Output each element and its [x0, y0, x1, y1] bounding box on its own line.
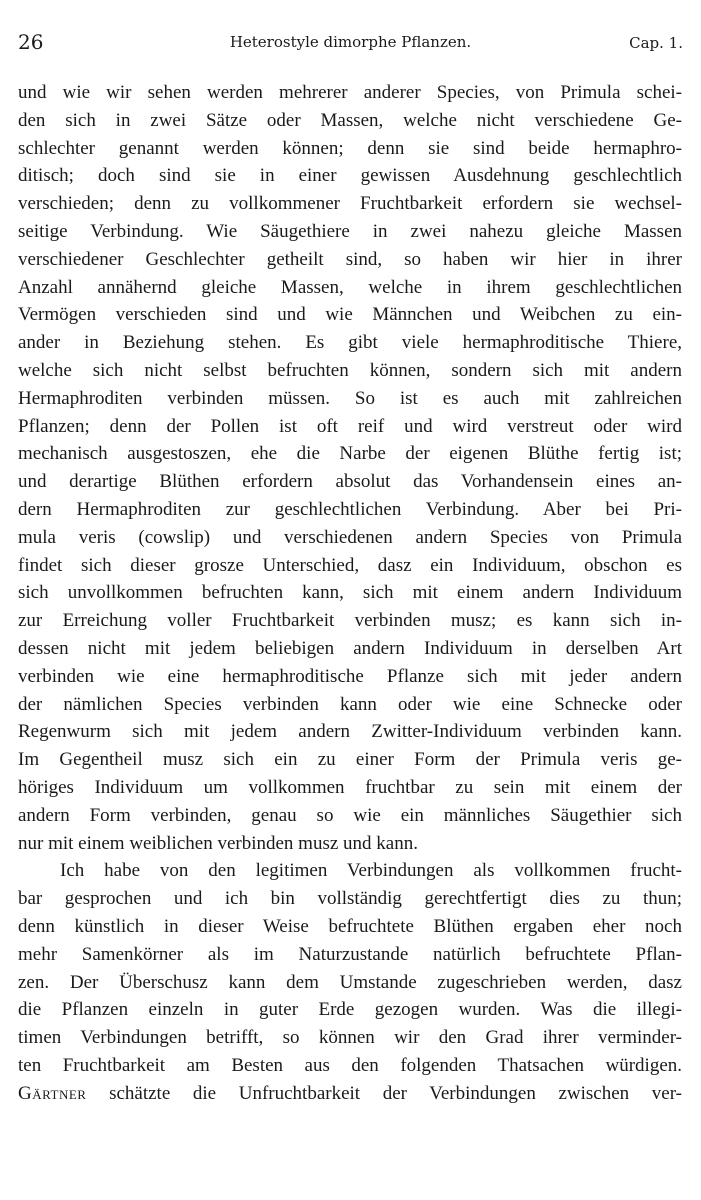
text-line: sich unvollkommen befruchten kann, sich mit einem andern Individuum	[18, 582, 682, 604]
line-continuation: schätzte die Unfruchtbarkeit der Verbindungen zwischen ver-	[86, 1082, 682, 1104]
text-line: dern Hermaphroditen zur geschlechtlichen Verbindung. Aber bei Pri-	[18, 498, 682, 520]
text-line: zur Erreichung voller Fruchtbarkeit verbinden musz; es kann sich in-	[18, 610, 682, 632]
chapter-label: Cap. 1.	[629, 34, 683, 52]
text-line: welche sich nicht selbst befruchten können, sondern sich mit andern	[18, 359, 682, 381]
text-line: ten Fruchtbarkeit am Besten aus den folgenden Thatsachen würdigen.	[18, 1054, 682, 1076]
text-line: verschiedener Geschlechter getheilt sind, so haben wir hier in ihrer	[18, 248, 682, 270]
text-line-with-author	[18, 1080, 682, 1108]
text-line: Regenwurm sich mit jedem andern Zwitter-Individuum verbinden kann.	[18, 721, 682, 743]
text-line: dessen nicht mit jedem beliebigen andern Individuum in derselben Art	[18, 637, 682, 659]
text-line: ditisch; doch sind sie in einer gewissen Ausdehnung geschlechtlich	[18, 165, 682, 187]
text-line: der nämlichen Species verbinden kann oder wie eine Schnecke oder	[18, 693, 682, 715]
text-line: Im Gegentheil musz sich ein zu einer Form der Primula veris ge-	[18, 749, 682, 771]
text-line: ander in Beziehung stehen. Es gibt viele hermaphroditische Thiere,	[18, 332, 682, 354]
text-line: bar gesprochen und ich bin vollständig gerechtfertigt dies zu thun;	[18, 888, 682, 910]
text-line: seitige Verbindung. Wie Säugethiere in zwei nahezu gleiche Massen	[18, 220, 682, 242]
paragraph-end-line: nur mit einem weiblichen verbinden musz und kann.	[18, 832, 418, 854]
text-line: andern Form verbinden, genau so wie ein männliches Säugethier sich	[18, 804, 682, 826]
page-number: 26	[18, 30, 44, 54]
text-line: höriges Individuum um vollkommen fruchtbar zu sein mit einem der	[18, 776, 682, 798]
text-line: und wie wir sehen werden mehrerer anderer Species, von Primula schei-	[18, 82, 682, 103]
author-name: Gärtner	[18, 1082, 87, 1104]
text-line: zen. Der Überschusz kann dem Umstande zugeschrieben werden, dasz	[18, 971, 682, 993]
text-line: und derartige Blüthen erfordern absolut das Vorhandensein eines an-	[18, 471, 682, 493]
text-line: Pflanzen; denn der Pollen ist oft reif und wird verstreut oder wird	[18, 415, 682, 437]
text-line: Hermaphroditen verbinden müssen. So ist es auch mit zahlreichen	[18, 387, 682, 409]
text-line: verbinden wie eine hermaphroditische Pflanze sich mit jeder andern	[18, 665, 682, 687]
text-line: mechanisch ausgestoszen, ehe die Narbe der eigenen Blüthe fertig ist;	[18, 443, 682, 465]
text-line: den sich in zwei Sätze oder Massen, welche nicht verschiedene Ge-	[18, 109, 682, 131]
paragraph-start-line: Ich habe von den legitimen Verbindungen als vollkommen frucht-	[60, 860, 682, 882]
running-title: Heterostyle dimorphe Pflanzen.	[229, 33, 472, 51]
text-line: schlechter genannt werden können; denn sie sind beide hermaphro-	[18, 137, 682, 159]
text-line: Vermögen verschieden sind und wie Männchen und Weibchen zu ein-	[18, 304, 682, 326]
text-line: mehr Samenkörner als im Naturzustande natürlich befruchtete Pflan-	[18, 943, 682, 965]
text-line: Anzahl annähernd gleiche Massen, welche in ihrem geschlechtlichen	[18, 276, 682, 298]
text-line: timen Verbindungen betrifft, so können wir den Grad ihrer verminder-	[18, 1027, 682, 1049]
body-text	[18, 79, 682, 1107]
text-line: verschieden; denn zu vollkommener Fruchtbarkeit erfordern sie wechsel-	[18, 193, 682, 215]
text-line: mula veris (cowslip) und verschiedenen andern Species von Primula	[18, 526, 682, 548]
page-header	[18, 30, 683, 58]
text-line: denn künstlich in dieser Weise befruchtete Blüthen ergaben eher noch	[18, 915, 682, 937]
text-line: findet sich dieser grosze Unterschied, dasz ein Individuum, obschon es	[18, 554, 682, 576]
text-line: die Pflanzen einzeln in guter Erde gezogen wurden. Was die illegi-	[18, 999, 682, 1021]
